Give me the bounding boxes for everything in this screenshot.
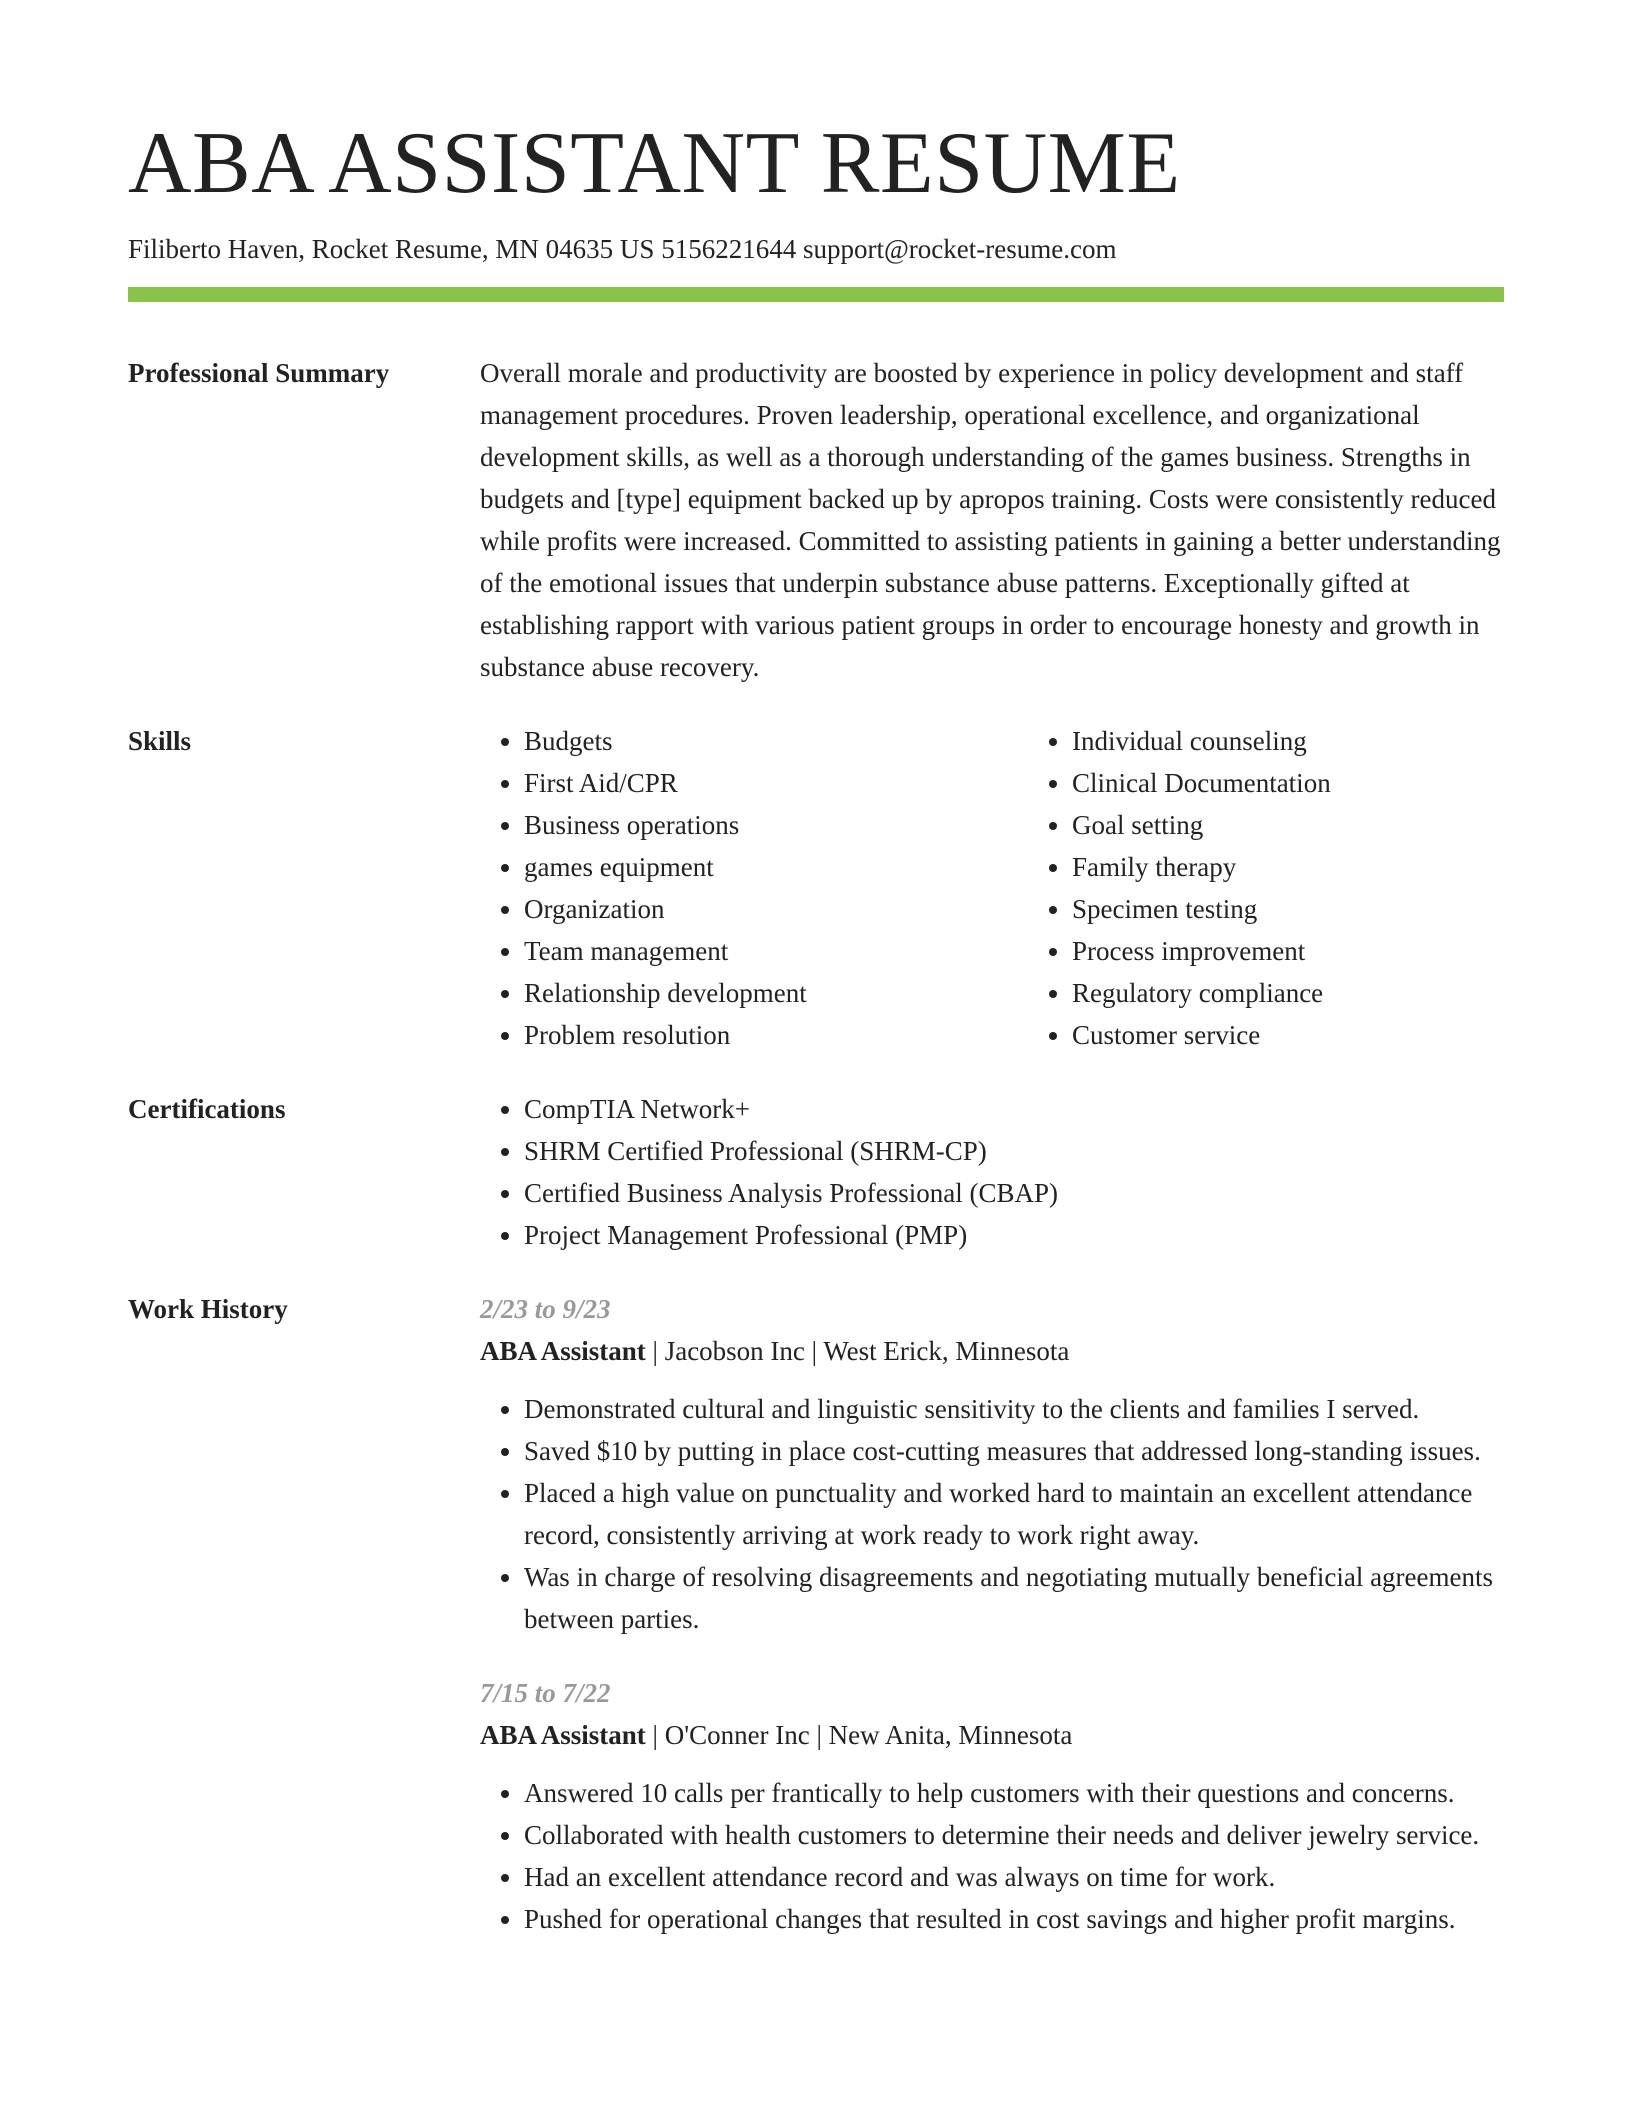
- work-history-heading: Work History: [128, 1294, 288, 1325]
- certifications-section: [128, 1088, 1504, 1256]
- summary-heading: Professional Summary: [128, 358, 390, 389]
- job-bullets: [480, 1772, 1504, 1940]
- summary-section: [128, 352, 1504, 688]
- skill-item: • Specimen testing: [1072, 888, 1576, 930]
- job-bullet: • Collaborated with health customers to determine their needs and deliver jewelry service.: [524, 1814, 1504, 1856]
- job-details: | O'Conner Inc | New Anita, Minnesota: [645, 1720, 1073, 1751]
- skill-item: • games equipment: [524, 846, 1028, 888]
- job-dates: 2/23 to 9/23: [480, 1294, 611, 1325]
- skill-item: • Family therapy: [1072, 846, 1576, 888]
- skill-item: • Organization: [524, 888, 1028, 930]
- work-history-body: [480, 1288, 1504, 1972]
- certifications-list: [480, 1088, 1504, 1256]
- skills-list-right: [1028, 720, 1576, 1056]
- certification-item: • CompTIA Network+: [524, 1088, 1504, 1130]
- job-header: [480, 1330, 1504, 1372]
- skills-columns: [480, 720, 1576, 1056]
- job-bullet: • Was in charge of resolving disagreements and negotiating mutually beneficial agreements between parties.: [524, 1556, 1504, 1640]
- job-dates: 7/15 to 7/22: [480, 1678, 611, 1709]
- header-divider: [128, 287, 1504, 302]
- skills-section: [128, 720, 1504, 1056]
- job-bullet: • Placed a high value on punctuality and worked hard to maintain an excellent attendance record, consistently arriving at work ready to work right away.: [524, 1472, 1504, 1556]
- job-bullet: • Saved $10 by putting in place cost-cutting measures that addressed long-standing issues.: [524, 1430, 1504, 1472]
- skill-item: • Budgets: [524, 720, 1028, 762]
- job-header: [480, 1714, 1504, 1756]
- skill-item: • Process improvement: [1072, 930, 1576, 972]
- contact-line: Filiberto Haven, Rocket Resume, MN 04635 US 5156221644 support@rocket-resume.com: [128, 234, 1117, 264]
- certification-item: • SHRM Certified Professional (SHRM-CP): [524, 1130, 1504, 1172]
- skill-item: • Problem resolution: [524, 1014, 1028, 1056]
- job-bullet: • Had an excellent attendance record and was always on time for work.: [524, 1856, 1504, 1898]
- skill-item: • Regulatory compliance: [1072, 972, 1576, 1014]
- certifications-heading: Certifications: [128, 1094, 286, 1125]
- work-history-section: [128, 1288, 1504, 1972]
- job-entry: [480, 1672, 1504, 1940]
- job-title: ABA Assistant: [480, 1336, 646, 1367]
- certification-item: • Project Management Professional (PMP): [524, 1214, 1504, 1256]
- certification-item: • Certified Business Analysis Professional (CBAP): [524, 1172, 1504, 1214]
- job-entry: [480, 1288, 1504, 1640]
- skills-list-left: [480, 720, 1028, 1056]
- skill-item: • Relationship development: [524, 972, 1028, 1014]
- summary-text: Overall morale and productivity are boosted by experience in policy development and staff management procedures. Proven leadership, operational excellence, and organizational development skills, as well as a thorough understanding of the games business. Strengths in budgets and [type] equipment backed up by apropos training. Costs were consistently reduced while profits were increased. Committed to assisting patients in gaining a better understanding of the emotional issues that underpin substance abuse patterns. Exceptionally gifted at establishing rapport with various patient groups in order to encourage honesty and growth in substance abuse recovery.: [480, 358, 1501, 683]
- resume-page: [128, 0, 1504, 1972]
- skill-item: • Clinical Documentation: [1072, 762, 1576, 804]
- skill-item: • Goal setting: [1072, 804, 1576, 846]
- skill-item: • Individual counseling: [1072, 720, 1576, 762]
- skill-item: • Customer service: [1072, 1014, 1576, 1056]
- skill-item: • Business operations: [524, 804, 1028, 846]
- job-title: ABA Assistant: [480, 1720, 646, 1751]
- page-title: ABA ASSISTANT RESUME: [128, 115, 1181, 212]
- job-bullets: [480, 1388, 1504, 1640]
- job-bullet: • Demonstrated cultural and linguistic sensitivity to the clients and families I served.: [524, 1388, 1504, 1430]
- job-bullet: • Answered 10 calls per frantically to help customers with their questions and concerns.: [524, 1772, 1504, 1814]
- skill-item: • First Aid/CPR: [524, 762, 1028, 804]
- skills-heading: Skills: [128, 726, 192, 757]
- job-bullet: • Pushed for operational changes that resulted in cost savings and higher profit margins.: [524, 1898, 1504, 1940]
- certifications-body: [480, 1088, 1504, 1256]
- skill-item: • Team management: [524, 930, 1028, 972]
- job-details: | Jacobson Inc | West Erick, Minnesota: [645, 1336, 1070, 1367]
